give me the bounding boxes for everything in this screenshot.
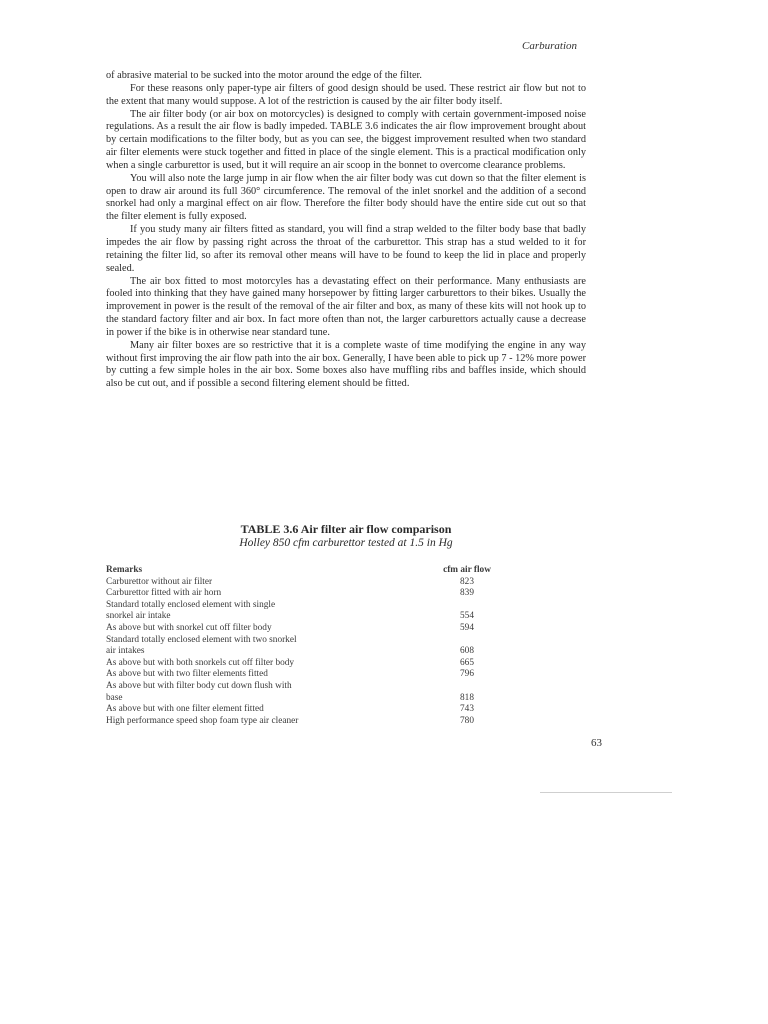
divider xyxy=(540,792,672,793)
row-remark: As above but with snorkel cut off filter body xyxy=(106,622,272,633)
row-value: 818 xyxy=(460,692,474,703)
row-value: 594 xyxy=(460,622,474,633)
table-row xyxy=(106,681,512,704)
row-remark: As above but with one filter element fitted xyxy=(106,704,264,715)
table-row xyxy=(106,623,512,635)
table-row xyxy=(106,669,512,681)
row-value: 608 xyxy=(460,646,474,657)
table-header-row xyxy=(106,565,512,577)
paragraph: of abrasive material to be sucked into the motor around the edge of the filter. xyxy=(106,70,422,81)
table-row xyxy=(106,716,512,728)
paragraph: For these reasons only paper-type air filters of good design should be used. These restrict air flow but not to the extent that many would suppose. A lot of the restriction is caused by the air filter body itself. xyxy=(106,82,586,107)
table-row xyxy=(106,704,512,716)
table-row xyxy=(106,588,512,600)
page-number: 63 xyxy=(591,737,602,749)
table-row xyxy=(106,658,512,670)
row-remark: As above but with two filter elements fitted xyxy=(106,669,268,680)
row-value: 839 xyxy=(460,588,474,599)
row-value: 743 xyxy=(460,704,474,715)
row-value: 554 xyxy=(460,611,474,622)
table-subtitle: Holley 850 cfm carburettor tested at 1.5 in Hg xyxy=(239,537,453,549)
paragraph: The air box fitted to most motorcyles has a devastating effect on their performance. Many enthusiasts are fooled into thinking that they have gained many horsepower by fitting larger carburettors to their bikes. Usually the improvement in power is the result of the removal of the air filter and box, as many of these kits will not hook up to the standard factory filter and air box. In fact more often than not, the larger carburettors actually cause a decrease in power if the bike is in otherwise near standard tune. xyxy=(106,275,586,338)
row-value: 780 xyxy=(460,715,474,726)
row-remark: Standard totally enclosed element with two snorkel xyxy=(106,634,297,645)
paragraph: The air filter body (or air box on motorcycles) is designed to comply with certain government-imposed noise regulations. As a result the air flow is badly impeded. TABLE 3.6 indicates the air flow improvement brought about by certain modifications to the filter body, but as you can see, the biggest improvement resulted when two standard air filter elements were stuck together and fitted in place of the single element. This is a practical modification only when a single carburettor is used, but it will require an air scoop in the bonnet to overcome clearance problems. xyxy=(106,108,586,171)
running-header: Carburation xyxy=(522,40,578,52)
row-value: 796 xyxy=(460,669,474,680)
row-remark: air intakes xyxy=(106,646,145,657)
column-header-remarks: Remarks xyxy=(106,565,143,575)
row-remark: Carburettor without air filter xyxy=(106,576,213,587)
row-value: 823 xyxy=(460,576,474,587)
table-row xyxy=(106,577,512,589)
column-header-flow: cfm air flow xyxy=(443,565,491,575)
body-text xyxy=(106,70,586,391)
row-remark: Carburettor fitted with air horn xyxy=(106,588,222,599)
paragraph: If you study many air filters fitted as standard, you will find a strap welded to the filter body base that badly impedes the air flow by passing right across the throat of the carburettor. This strap has a stud welded to it for retaining the filter lid, so after its removal other means will have to be found to keep the lid in place and properly sealed. xyxy=(106,224,586,274)
airflow-table xyxy=(106,565,512,727)
row-remark: High performance speed shop foam type air cleaner xyxy=(106,715,299,726)
row-remark: Standard totally enclosed element with single xyxy=(106,599,276,610)
table-row xyxy=(106,635,512,658)
table-row xyxy=(106,600,512,623)
paragraph: You will also note the large jump in air flow when the air filter body was cut down so that the filter element is open to draw air around its full 360° circumference. The removal of the inlet snorkel and the addition of a second snorkel had only a marginal effect on air flow. Therefore the filter body should have the entire side cut out so that the filter element is fully exposed. xyxy=(106,172,586,223)
table-title: TABLE 3.6 Air filter air flow comparison xyxy=(240,522,452,536)
row-remark: snorkel air intake xyxy=(106,611,171,622)
paragraph: Many air filter boxes are so restrictive that it is a complete waste of time modifying the engine in any way without first improving the air flow path into the air box. Generally, I have been able to pick up 7 - 12% more power by cutting a few simple holes in the air box. Some boxes also have muffling ribs and baffles inside, which should also be cut out, and if possible a second filtering element should be fitted. xyxy=(106,339,587,390)
row-remark: As above but with filter body cut down flush with xyxy=(106,680,292,691)
row-value: 665 xyxy=(460,657,474,668)
row-remark: base xyxy=(106,692,123,703)
row-remark: As above but with both snorkels cut off filter body xyxy=(106,657,295,668)
